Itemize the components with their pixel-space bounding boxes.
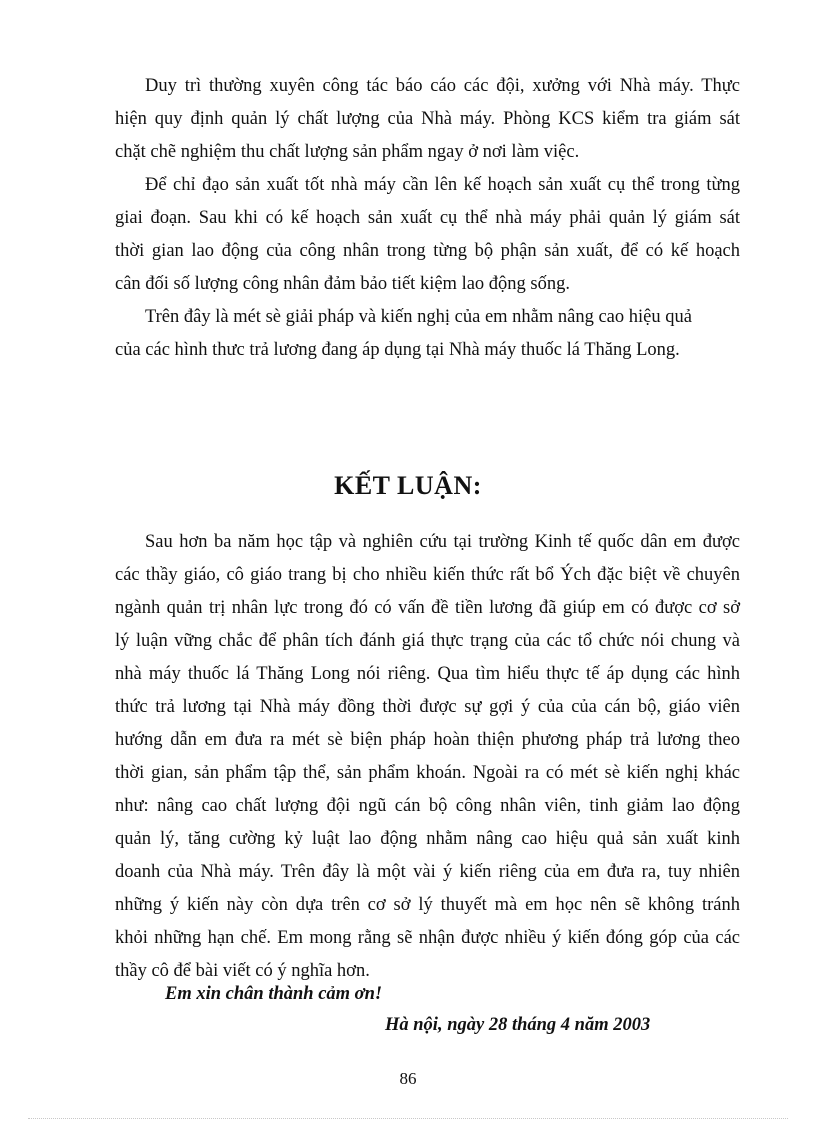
page-number: 86 [399, 1069, 417, 1088]
conclusion-line: doanh của Nhà máy. Trên đây là một vài ý kiến riêng của em đưa ra, tuy nhiên [115, 862, 740, 882]
paragraph-line: giai đoạn. Sau khi có kế hoạch sản xuất cụ thể nhà máy phải quản lý giám sát [115, 208, 740, 228]
conclusion-section [115, 0, 740, 980]
paragraph-line: Trên đây là mét sè giải pháp và kiến nghị của em nhằm nâng cao hiệu quả [145, 307, 692, 327]
conclusion-line: thức trả lương tại Nhà máy đồng thời được sự gợi ý của của cán bộ, giáo viên [115, 697, 740, 717]
conclusion-line: quản lý, tăng cường kỷ luật lao động nhằm nâng cao hiệu quả sản xuất kinh [115, 829, 740, 849]
conclusion-line: các thầy giáo, cô giáo trang bị cho nhiều kiến thức rất bổ Ých đặc biệt về chuyên [115, 565, 740, 585]
conclusion-line: như: nâng cao chất lượng đội ngũ cán bộ công nhân viên, tinh giảm lao động [115, 796, 740, 816]
conclusion-line: khỏi những hạn chế. Em mong rằng sẽ nhận được nhiều ý kiến đóng góp của các [115, 928, 740, 948]
conclusion-line: hướng dẫn em đưa ra mét sè biện pháp hoàn thiện phương pháp trả lương theo [115, 730, 740, 750]
conclusion-line: thời gian, sản phẩm tập thể, sản phẩm khoán. Ngoài ra có mét sè kiến nghị khác [115, 763, 740, 783]
closing-thanks: Em xin chân thành cảm ơn! [165, 984, 383, 1004]
conclusion-line: những ý kiến này còn dựa trên cơ sở lý thuyết mà em học nên sẽ không tránh [115, 895, 740, 915]
paragraph-line: hiện quy định quản lý chất lượng của Nhà máy. Phòng KCS kiểm tra giám sát [115, 109, 740, 129]
conclusion-heading: KẾT LUẬN: [334, 471, 482, 500]
conclusion-line: ngành quản trị nhân lực trong đó có vấn đề tiền lương đã giúp em có được cơ sở [115, 598, 740, 618]
paragraph-line: của các hình thưc trả lương đang áp dụng tại Nhà máy thuốc lá Thăng Long. [115, 340, 680, 360]
conclusion-line: thầy cô để bài viết có ý nghĩa hơn. [115, 961, 370, 981]
conclusion-line: Sau hơn ba năm học tập và nghiên cứu tại trường Kinh tế quốc dân em được [145, 532, 740, 552]
paragraph-line: chặt chẽ nghiệm thu chất lượng sản phẩm ngay ở nơi làm việc. [115, 142, 580, 162]
conclusion-line: lý luận vững chắc để phân tích đánh giá thực trạng của các tổ chức nói chung và [115, 631, 740, 651]
paragraph-line: cân đối số lượng công nhân đảm bảo tiết kiệm lao động sống. [115, 274, 570, 294]
paragraph-line: Duy trì thường xuyên công tác báo cáo các đội, xưởng với Nhà máy. Thực [145, 76, 740, 96]
conclusion-line: nhà máy thuốc lá Thăng Long nói riêng. Qua tìm hiểu thực tế áp dụng các hình [115, 664, 740, 684]
footer-divider [28, 1118, 788, 1119]
paragraph-line: Để chỉ đạo sản xuất tốt nhà máy cần lên kế hoạch sản xuất cụ thể trong từng [145, 175, 740, 195]
paragraph-line: thời gian lao động của công nhân trong từng bộ phận sản xuất, để có kế hoạch [115, 241, 740, 261]
dateline: Hà nội, ngày 28 tháng 4 năm 2003 [385, 1015, 651, 1035]
